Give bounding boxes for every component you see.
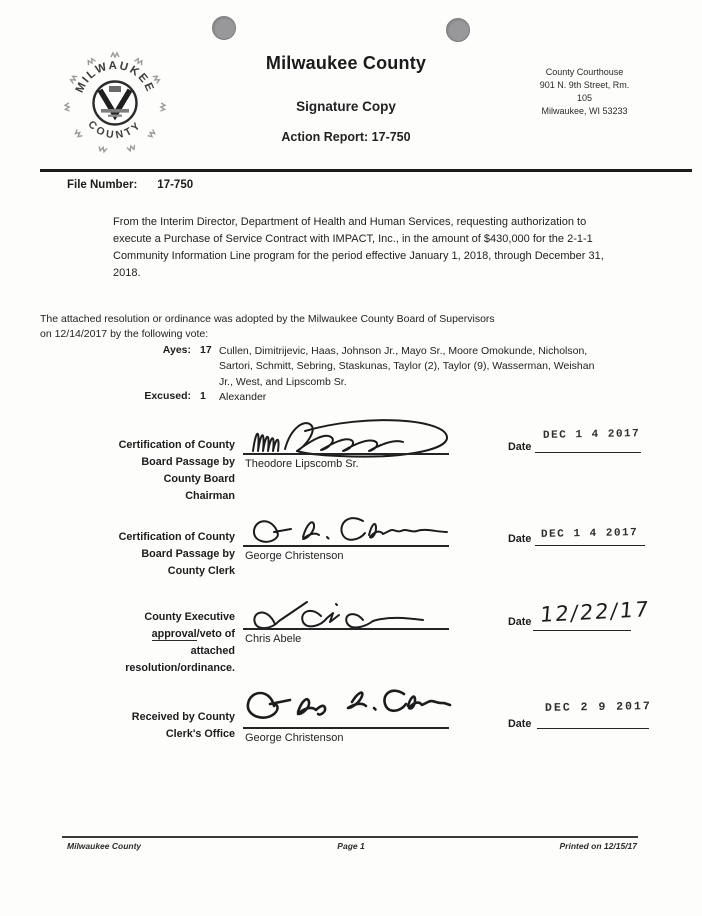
date-line: [535, 452, 641, 453]
vote-intro-line: The attached resolution or ordinance was adopted by the Milwaukee County Board of Supervisors: [40, 313, 495, 325]
svg-text:COUNTY: COUNTY: [85, 118, 145, 142]
signer-name: George Christenson: [245, 732, 344, 744]
underlined-approval: approval: [151, 628, 197, 640]
date-line: [535, 545, 645, 546]
address-line: 105: [576, 93, 593, 103]
courthouse-address-block: [502, 66, 667, 118]
address-line: 901 N. 9th Street, Rm.: [539, 80, 630, 90]
address-line: Milwaukee, WI 53233: [541, 106, 628, 116]
vote-ayes-count: 17: [200, 344, 212, 356]
vote-intro-line: on 12/14/2017 by the following vote:: [40, 328, 209, 340]
date-line: [537, 728, 649, 729]
handwritten-date: 12/22/17: [539, 597, 652, 627]
milwaukee-county-seal-icon: [60, 48, 170, 158]
signer-name: George Christenson: [245, 550, 344, 562]
vote-excused-label: Excused:: [144, 390, 191, 402]
signature-line: [243, 628, 449, 630]
vote-intro: [40, 312, 610, 342]
date-label: Date: [508, 441, 532, 453]
signature-line: [243, 453, 449, 455]
signer-name: Theodore Lipscomb Sr.: [245, 458, 359, 470]
doc-subtitle: Signature Copy: [296, 99, 396, 114]
svg-text:MILWAUKEE: MILWAUKEE: [73, 59, 157, 95]
file-number: [67, 179, 193, 191]
signature-block-1-label: Certification of County Board Passage by County Board Chairman: [118, 439, 235, 502]
date-label: Date: [508, 533, 532, 545]
vote-ayes-label: Ayes:: [162, 344, 191, 356]
header-divider-rule: [40, 169, 692, 172]
file-number-value: 17-750: [157, 179, 194, 191]
footer-right: Printed on 12/15/17: [559, 841, 637, 851]
signature-george-christenson-1: [247, 511, 457, 547]
signature-george-christenson-2: [240, 684, 455, 728]
date-line: [533, 630, 631, 631]
action-report-line: Action Report: 17-750: [281, 130, 411, 144]
address-line: County Courthouse: [545, 67, 624, 77]
signature-block-4-label: Received by County Clerk's Office: [131, 711, 235, 740]
date-stamp: DEC 2 9 2017: [544, 700, 652, 715]
footer-rule: [62, 836, 638, 838]
vote-excused-count: 1: [200, 390, 206, 402]
footer-left: Milwaukee County: [67, 841, 142, 851]
footer-center: Page 1: [337, 841, 365, 851]
page-title: Milwaukee County: [265, 53, 427, 73]
punch-hole-left: [212, 16, 236, 40]
punch-hole-right: [446, 18, 470, 42]
date-stamp: DEC 1 4 2017: [540, 527, 639, 541]
file-number-label: File Number:: [67, 179, 138, 191]
summary-paragraph: From the Interim Director, Department of Health and Human Services, requesting authorization to execute a Purchase of Service Contract with IMPACT, Inc., in the amount of $430,000 for the 2-1-1 Community Information Line program for the period effective January 1, 2018, through December 31, 2018.: [113, 216, 604, 279]
vote-ayes-names: Cullen, Dimitrijevic, Haas, Johnson Jr., Mayo Sr., Moore Omokunde, Nicholson, Sartori, Schmitt, Sebring, Staskunas, Taylor (2), Taylor (9), Wasserman, Weishan Jr., West, and Lipscomb Sr.: [219, 345, 595, 388]
date-label: Date: [508, 718, 532, 730]
date-stamp: DEC 1 4 2017: [542, 428, 641, 442]
signature-line: [243, 545, 449, 547]
signature-block-2-label: Certification of County Board Passage by County Clerk: [118, 531, 235, 577]
signer-name: Chris Abele: [245, 633, 302, 645]
vote-excused-names: Alexander: [219, 391, 267, 403]
signature-line: [243, 727, 449, 729]
date-label: Date: [508, 616, 532, 628]
signature-block-3-label: County Executive approval/veto of attached resolution/ordinance.: [125, 611, 235, 674]
